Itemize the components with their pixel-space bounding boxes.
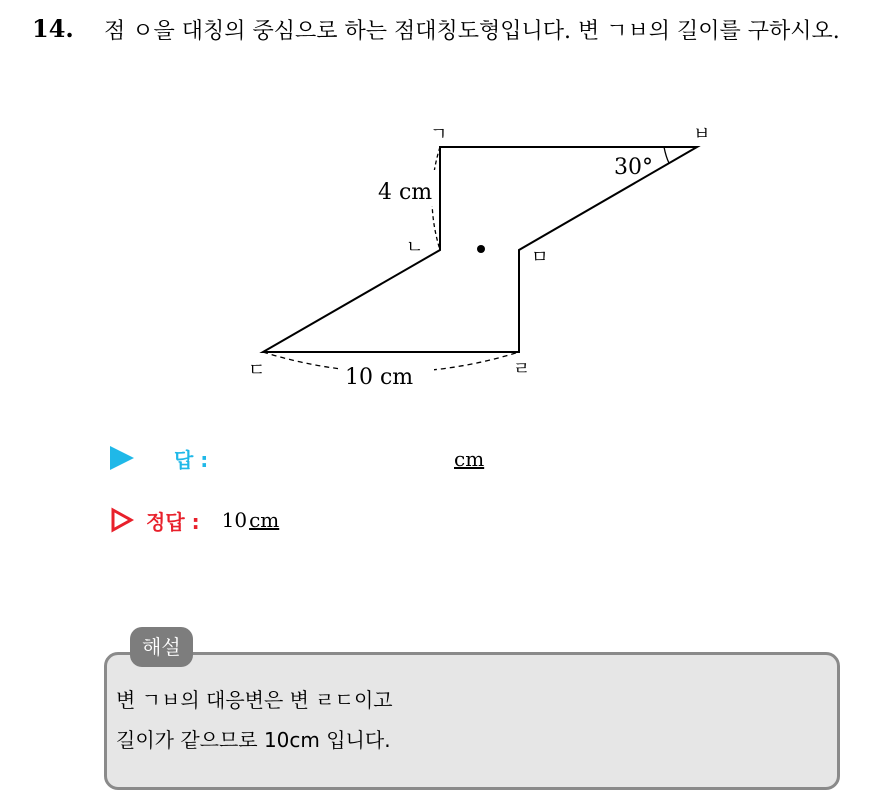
answer-row (110, 440, 208, 476)
correct-answer-unit: cm (249, 508, 280, 532)
correct-answer-value: 10 (221, 508, 248, 532)
explanation-line-1: 변 ㄱㅂ의 대응변은 변 ㄹㄷ이고 (116, 688, 393, 712)
play-triangle-icon (110, 446, 134, 470)
outline-triangle-icon (110, 507, 134, 533)
answer-unit: cm (454, 447, 485, 471)
explanation-line-2: 길이가 같으므로 10cm 입니다. (116, 728, 391, 752)
vertex-label-r: ㄹ (513, 359, 531, 380)
vertex-label-b: ㅂ (693, 124, 711, 145)
correct-answer-row (110, 502, 279, 538)
question-number: 14. (32, 14, 74, 43)
vertex-label-g: ㄱ (430, 124, 448, 145)
angle-label: 30° (614, 155, 653, 180)
angle-arc (664, 147, 669, 163)
explanation-text (116, 680, 393, 760)
correct-answer-value-wrap (222, 508, 280, 532)
side-label-left: 4 cm (378, 180, 433, 205)
explanation-tag: 해설 (130, 627, 193, 667)
answer-label: 답 : (174, 447, 209, 472)
question-text: 점 ㅇ을 대칭의 중심으로 하는 점대칭도형입니다. 변 ㄱㅂ의 길이를 구하시오. (104, 19, 840, 44)
vertex-label-m: ㅁ (531, 247, 549, 268)
bottom-label: 10 cm (345, 365, 414, 390)
correct-answer-label: 정답 : (146, 509, 200, 534)
center-point (477, 245, 485, 253)
vertex-label-d: ㄷ (248, 360, 266, 381)
vertex-label-n: ㄴ (406, 237, 424, 258)
